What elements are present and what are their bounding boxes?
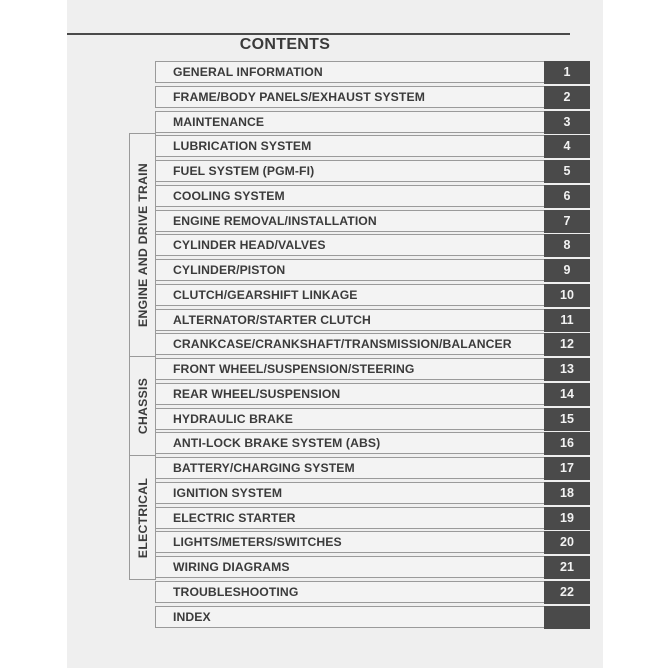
section-number-tab: 10 (544, 284, 590, 307)
section-number-tab: 14 (544, 383, 590, 406)
section-title: FRAME/BODY PANELS/EXHAUST SYSTEM (173, 89, 425, 104)
section-title: IGNITION SYSTEM (173, 485, 283, 500)
contents-row[interactable] (155, 309, 590, 331)
group-engine-and-drive-train (129, 133, 156, 357)
contents-row[interactable] (155, 606, 590, 628)
section-title: CYLINDER HEAD/VALVES (173, 238, 326, 253)
section-number-tab: 3 (544, 111, 590, 134)
section-number-tab: 22 (544, 581, 590, 604)
contents-row[interactable] (155, 135, 590, 157)
section-title: COOLING SYSTEM (173, 188, 285, 203)
contents-row[interactable] (155, 210, 590, 232)
section-number-tab: 4 (544, 135, 590, 158)
section-title: FUEL SYSTEM (PGM-FI) (173, 164, 315, 178)
section-title: ANTI-LOCK BRAKE SYSTEM (ABS) (173, 436, 381, 451)
section-number-tab: 1 (544, 61, 590, 84)
section-title: INDEX (173, 609, 211, 624)
section-number-tab: 20 (544, 531, 590, 554)
section-number-tab: 12 (544, 333, 590, 356)
section-title: FRONT WHEEL/SUSPENSION/STEERING (173, 362, 415, 376)
contents-row[interactable] (155, 383, 590, 405)
section-title: ENGINE REMOVAL/INSTALLATION (173, 213, 377, 228)
contents-row[interactable] (155, 333, 590, 355)
section-number-tab: 15 (544, 408, 590, 431)
section-title: CYLINDER/PISTON (173, 263, 286, 277)
contents-row[interactable] (155, 507, 590, 529)
contents-row[interactable] (155, 482, 590, 504)
section-title: BATTERY/CHARGING SYSTEM (173, 461, 355, 475)
group-chassis (129, 356, 156, 456)
section-title: CLUTCH/GEARSHIFT LINKAGE (173, 287, 358, 302)
contents-row[interactable] (155, 531, 590, 553)
header-rule (67, 33, 570, 35)
section-number-tab: 9 (544, 259, 590, 282)
section-title: CRANKCASE/CRANKSHAFT/TRANSMISSION/BALANCER (173, 337, 512, 352)
contents-row[interactable] (155, 111, 590, 133)
section-number-tab: 6 (544, 185, 590, 208)
section-number-tab: 7 (544, 210, 590, 233)
contents-row[interactable] (155, 234, 590, 256)
contents-row[interactable] (155, 284, 590, 306)
contents-row[interactable] (155, 358, 590, 380)
section-number-tab: 8 (544, 234, 590, 257)
section-title: GENERAL INFORMATION (173, 65, 323, 79)
group-electrical (129, 455, 156, 580)
contents-row[interactable] (155, 408, 590, 430)
section-title: TROUBLESHOOTING (173, 584, 299, 599)
section-number-tab: 13 (544, 358, 590, 381)
contents-row[interactable] (155, 457, 590, 479)
group-label: ELECTRICAL (135, 477, 150, 558)
contents-row[interactable] (155, 556, 590, 578)
section-title: MAINTENANCE (173, 114, 265, 129)
contents-row[interactable] (155, 86, 590, 108)
contents-row[interactable] (155, 581, 590, 603)
section-number-tab: 17 (544, 457, 590, 480)
contents-row[interactable] (155, 432, 590, 454)
contents-row[interactable] (155, 61, 590, 83)
group-label: CHASSIS (135, 377, 150, 435)
contents-row[interactable] (155, 185, 590, 207)
section-number-tab: 21 (544, 556, 590, 579)
group-label: ENGINE AND DRIVE TRAIN (135, 163, 150, 328)
section-number-tab: 19 (544, 507, 590, 530)
section-title: HYDRAULIC BRAKE (173, 411, 293, 426)
section-number-tab: 5 (544, 160, 590, 183)
section-title: WIRING DIAGRAMS (173, 560, 290, 574)
section-title: ALTERNATOR/STARTER CLUTCH (173, 312, 371, 327)
section-number-tab: 11 (544, 309, 590, 332)
section-title: ELECTRIC STARTER (173, 510, 296, 525)
section-number-tab: 18 (544, 482, 590, 505)
contents-row[interactable] (155, 259, 590, 281)
section-number-tab (544, 606, 590, 629)
section-number-tab: 2 (544, 86, 590, 109)
section-title: LUBRICATION SYSTEM (173, 139, 312, 154)
section-title: REAR WHEEL/SUSPENSION (173, 386, 341, 401)
section-number-tab: 16 (544, 432, 590, 455)
section-title: LIGHTS/METERS/SWITCHES (173, 535, 342, 550)
page-title: CONTENTS (239, 36, 331, 53)
contents-row[interactable] (155, 160, 590, 182)
